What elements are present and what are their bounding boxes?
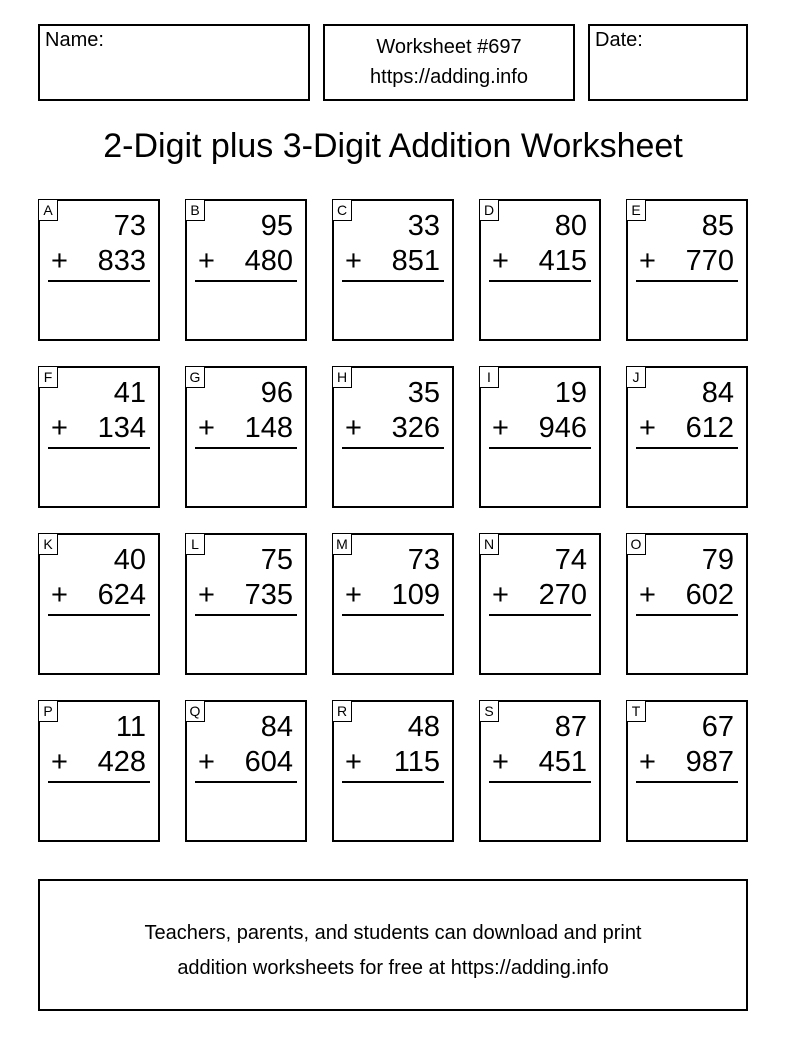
addend-bottom: 109: [391, 579, 440, 611]
addend-bottom: 987: [685, 746, 734, 778]
addend-top: 85: [701, 210, 734, 242]
plus-sign: +: [639, 245, 656, 277]
problem-card: [479, 700, 601, 842]
addend-bottom: 602: [685, 579, 734, 611]
problem-letter: P: [38, 700, 58, 722]
plus-sign: +: [345, 746, 362, 778]
worksheet-info-box: [323, 24, 575, 101]
problem-card: [38, 533, 160, 675]
problem-card: [332, 700, 454, 842]
problem-card: [185, 700, 307, 842]
answer-line: [489, 447, 591, 449]
addend-bottom: 134: [97, 412, 146, 444]
answer-line: [342, 280, 444, 282]
problem-letter: A: [38, 199, 58, 221]
name-label: Name:: [45, 29, 104, 51]
addend-bottom: 326: [391, 412, 440, 444]
plus-sign: +: [345, 412, 362, 444]
problem-card: [626, 700, 748, 842]
problem-card: [38, 199, 160, 341]
addend-bottom: 415: [538, 245, 587, 277]
footer-box: [38, 879, 748, 1011]
problem-letter: G: [185, 366, 205, 388]
answer-line: [342, 447, 444, 449]
addend-top: 48: [407, 711, 440, 743]
answer-line: [195, 280, 297, 282]
problem-letter: T: [626, 700, 646, 722]
problem-letter: B: [185, 199, 205, 221]
plus-sign: +: [492, 746, 509, 778]
problem-card: [38, 366, 160, 508]
problem-letter: I: [479, 366, 499, 388]
answer-line: [342, 781, 444, 783]
problem-letter: H: [332, 366, 352, 388]
problem-card: [479, 366, 601, 508]
plus-sign: +: [198, 579, 215, 611]
answer-line: [48, 280, 150, 282]
addend-bottom: 624: [97, 579, 146, 611]
problem-letter: R: [332, 700, 352, 722]
date-field-box[interactable]: [588, 24, 748, 101]
answer-line: [489, 614, 591, 616]
problem-letter: M: [332, 533, 352, 555]
problem-card: [626, 533, 748, 675]
name-field-box[interactable]: [38, 24, 310, 101]
problem-card: [626, 366, 748, 508]
footer-line-2: addition worksheets for free at https://adding.info: [177, 957, 609, 979]
answer-line: [195, 614, 297, 616]
answer-line: [636, 447, 738, 449]
addend-top: 67: [701, 711, 734, 743]
addend-top: 33: [407, 210, 440, 242]
plus-sign: +: [639, 412, 656, 444]
answer-line: [48, 781, 150, 783]
addend-top: 35: [407, 377, 440, 409]
problem-letter: Q: [185, 700, 205, 722]
addend-bottom: 604: [244, 746, 293, 778]
problem-letter: S: [479, 700, 499, 722]
plus-sign: +: [51, 579, 68, 611]
problem-card: [626, 199, 748, 341]
problem-letter: C: [332, 199, 352, 221]
addend-bottom: 770: [685, 245, 734, 277]
addend-bottom: 851: [391, 245, 440, 277]
problem-letter: F: [38, 366, 58, 388]
addend-top: 84: [260, 711, 293, 743]
plus-sign: +: [639, 746, 656, 778]
problem-card: [185, 366, 307, 508]
plus-sign: +: [492, 412, 509, 444]
plus-sign: +: [492, 579, 509, 611]
plus-sign: +: [639, 579, 656, 611]
problem-letter: O: [626, 533, 646, 555]
problem-letter: E: [626, 199, 646, 221]
addend-top: 75: [260, 544, 293, 576]
addend-bottom: 612: [685, 412, 734, 444]
addend-bottom: 148: [244, 412, 293, 444]
addend-top: 96: [260, 377, 293, 409]
footer-text: [40, 916, 746, 986]
plus-sign: +: [345, 579, 362, 611]
addend-bottom: 115: [393, 746, 440, 778]
answer-line: [636, 781, 738, 783]
answer-line: [48, 614, 150, 616]
answer-line: [489, 781, 591, 783]
addend-bottom: 428: [97, 746, 146, 778]
addend-top: 95: [260, 210, 293, 242]
problem-letter: J: [626, 366, 646, 388]
problem-letter: K: [38, 533, 58, 555]
footer-line-1: Teachers, parents, and students can download and print: [144, 922, 642, 944]
date-label: Date:: [595, 29, 643, 51]
plus-sign: +: [492, 245, 509, 277]
worksheet-url[interactable]: https://adding.info: [370, 66, 528, 88]
problem-letter: N: [479, 533, 499, 555]
worksheet-number: Worksheet #697: [376, 36, 522, 58]
answer-line: [195, 447, 297, 449]
addend-top: 73: [113, 210, 146, 242]
plus-sign: +: [51, 412, 68, 444]
problem-card: [479, 199, 601, 341]
addend-bottom: 946: [538, 412, 587, 444]
worksheet-title: 2-Digit plus 3-Digit Addition Worksheet: [103, 127, 683, 165]
addend-top: 40: [113, 544, 146, 576]
plus-sign: +: [51, 245, 68, 277]
plus-sign: +: [198, 245, 215, 277]
problem-card: [185, 533, 307, 675]
problem-card: [332, 199, 454, 341]
addend-bottom: 735: [244, 579, 293, 611]
plus-sign: +: [198, 412, 215, 444]
problem-card: [332, 533, 454, 675]
addend-top: 73: [407, 544, 440, 576]
addend-bottom: 451: [538, 746, 587, 778]
answer-line: [342, 614, 444, 616]
answer-line: [48, 447, 150, 449]
plus-sign: +: [198, 746, 215, 778]
problem-letter: D: [479, 199, 499, 221]
problem-card: [185, 199, 307, 341]
addend-top: 79: [701, 544, 734, 576]
answer-line: [195, 781, 297, 783]
addend-top: 19: [554, 377, 587, 409]
addend-top: 41: [113, 377, 146, 409]
problem-grid: [38, 199, 748, 842]
addend-top: 74: [554, 544, 587, 576]
addend-top: 87: [554, 711, 587, 743]
problem-card: [38, 700, 160, 842]
addend-top: 84: [701, 377, 734, 409]
addend-bottom: 270: [538, 579, 587, 611]
plus-sign: +: [345, 245, 362, 277]
answer-line: [489, 280, 591, 282]
problem-card: [479, 533, 601, 675]
answer-line: [636, 280, 738, 282]
answer-line: [636, 614, 738, 616]
problem-card: [332, 366, 454, 508]
addend-top: 80: [554, 210, 587, 242]
plus-sign: +: [51, 746, 68, 778]
addend-bottom: 480: [244, 245, 293, 277]
addend-bottom: 833: [97, 245, 146, 277]
addend-top: 11: [115, 711, 146, 743]
problem-letter: L: [185, 533, 205, 555]
